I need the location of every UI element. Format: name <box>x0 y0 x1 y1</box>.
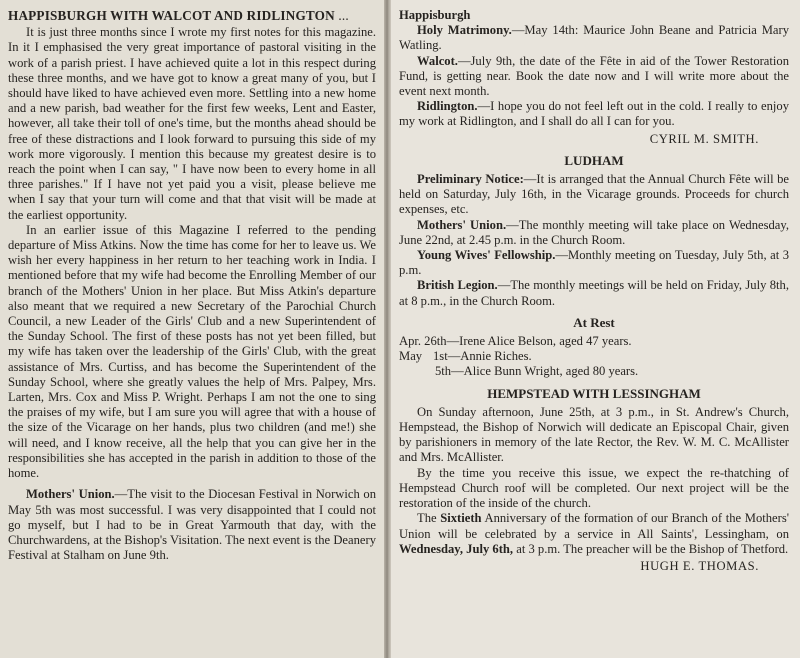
heading-ellipsis: ... <box>338 8 349 23</box>
ludham-mothers-union-label: Mothers' Union. <box>417 217 507 232</box>
at-rest-entry <box>399 349 789 364</box>
book-gutter <box>384 0 391 658</box>
mothers-union-label: Mothers' Union. <box>26 487 115 502</box>
at-rest-entry: 5th—Alice Bunn Wright, aged 80 years. <box>435 364 639 379</box>
mothers-union-text: —The visit to the Diocesan Festival in Norwich on May 5th was most successful. I was very disappointed that I could not go myself, but I had to be in Great Yarmouth that day, with the Churchwardens, at the Bishop's Visitation. The next event is the Deanery Festival at Stalham on June 9th. <box>8 487 377 563</box>
anniversary-text-c: at 3 p.m. The preacher will be the Bishop of Thetford. <box>513 541 789 556</box>
british-legion-text: —The monthly meetings will be held on Friday, July 8th, at 8 p.m., in the Church Room. <box>399 278 789 308</box>
preliminary-notice-label: Preliminary Notice: <box>417 172 524 187</box>
british-legion-label: British Legion. <box>417 278 498 293</box>
young-wives-label: Young Wives' Fellowship. <box>417 248 556 263</box>
heading-text: HAPPISBURGH WITH WALCOT AND RIDLINGTON <box>8 8 335 23</box>
hempstead-heading: HEMPSTEAD WITH LESSINGHAM <box>487 385 701 401</box>
anniversary-date: Wednesday, July 6th, <box>399 541 514 556</box>
rethatching-paragraph: By the time you receive this issue, we expect the re-thatching of Hempstead Church roof will be completed. Our next project will be the restoration of the inside of the church. <box>399 465 789 511</box>
british-legion-paragraph <box>399 278 789 308</box>
episcopal-chair-paragraph: On Sunday afternoon, June 25th, at 3 p.m., in St. Andrew's Church, Hempstead, the Bishop of Norwich will dedicate an Episcopal Chair, given by parishioners in memory of the late Rector, the Rev. W. M. C. McAllister and Mrs. McAllister. <box>399 404 789 465</box>
anniversary-text-a: The <box>417 511 441 526</box>
ludham-mothers-union-text: —The monthly meeting will take place on Wednesday, June 22nd, at 2.45 p.m. in the Church Room. <box>399 217 790 247</box>
ridlington-text: —I hope you do not feel left out in the cold. I really to enjoy my work at Ridlington, and I shall do all I can for you. <box>399 99 789 129</box>
holy-matrimony-text: —May 14th: Maurice John Beane and Patricia Mary Watling. <box>399 23 790 53</box>
holy-matrimony-label: Holy Matrimony. <box>417 23 512 38</box>
preliminary-notice-paragraph <box>399 172 789 218</box>
ludham-mothers-union-paragraph <box>399 218 789 248</box>
mothers-union-paragraph <box>8 487 376 563</box>
visiting-paragraph: It is just three months since I wrote my first notes for this magazine. In it I emphasised the very great importance of pastoral visiting in the work of a parish priest. I have achieved quite a lot in this respect during these three months, and we have got to know a great many of you, but I should have liked to have achieved even more. Settling into a new home and a new parish, bad weather for the first few weeks, Lent and Easter, however, all take their toll of one's time, but the months ahead should be free of these distractions and I look forward to pursuing this side of my work more vigorously. I mention this because my greatest desire is to reach the point when I can say, " I have now been to every home in all three parishes." If I have not yet paid you a visit, please believe me when I say that your turn will come and that that visit will be made at the earliest opportunity. <box>8 25 376 222</box>
at-rest-entry: Apr. 26th—Irene Alice Belson, aged 47 years. <box>399 334 632 349</box>
walcot-text: —July 9th, the date of the Fête in aid of the Tower Restoration Fund, is getting near. Book the date now and I will write more about the event next month. <box>399 53 789 99</box>
miss-atkins-paragraph: In an earlier issue of this Magazine I referred to the pending departure of Miss Atkins. Now the time has come for her to leave us. We wish her every happiness in her return to her teaching work in India. I mentioned before that my wife had become the Enrolling Member of our branch of the Mothers' Union in her place. But Miss Atkin's departure also meant that we required a new Secretary of the Parochial Church Council, a new Leader of the Girls' Club and a new Superintendent of the Sunday School. The first of these posts has not yet been filled, but my wife has taken over the leadership of the Girls' Club, with the great assistance of Mrs. Curtiss, and has become the Superintendent of the Sunday School, where she greatly values the help of Mrs. Palpey, Mrs. Larten, Mrs. Cox and Miss P. Wright. Perhaps I am not the one to sing the praises of my wife, but I am sure you will agree that with a house of the size of the Vicarage on her hands, plus two children (and me!) she will need, and I know receive, all the help that you can give her in the responsibilities she has accepted in the parish in addition to those of the home. <box>8 222 376 481</box>
parish-heading-happisburgh <box>8 8 376 23</box>
anniversary-paragraph <box>399 511 789 557</box>
signature-hugh-thomas: HUGH E. THOMAS. <box>640 558 759 573</box>
at-rest-entry-text: 1st—Annie Riches. <box>433 349 532 364</box>
anniversary-sixtieth: Sixtieth <box>440 511 482 526</box>
young-wives-text: —Monthly meeting on Tuesday, July 5th, at 3 p.m. <box>399 248 790 278</box>
left-column <box>8 8 376 563</box>
ludham-heading: LUDHAM <box>564 152 624 168</box>
at-rest-heading: At Rest <box>573 314 615 330</box>
left-page <box>0 0 384 658</box>
preliminary-notice-text: —It is arranged that the Annual Church Fête will be held on Saturday, July 16th, in the Vicarage grounds. Proceeds for church expenses, etc. <box>399 172 789 217</box>
young-wives-paragraph <box>399 248 789 278</box>
ridlington-label: Ridlington. <box>417 99 478 114</box>
ridlington-paragraph <box>399 99 789 129</box>
happisburgh-label: Happisburgh <box>399 8 471 22</box>
at-rest-month: May <box>399 349 423 364</box>
right-page <box>391 0 800 658</box>
right-column <box>399 8 789 580</box>
anniversary-text-b: Anniversary of the formation of our Branch of the Mothers' Union will be celebrated by a service in All Saints', Lessingham, on <box>399 511 790 541</box>
walcot-label: Walcot. <box>417 53 458 68</box>
walcot-paragraph <box>399 54 789 100</box>
signature-cyril-smith: CYRIL M. SMITH. <box>649 131 759 146</box>
holy-matrimony-paragraph <box>399 23 789 53</box>
